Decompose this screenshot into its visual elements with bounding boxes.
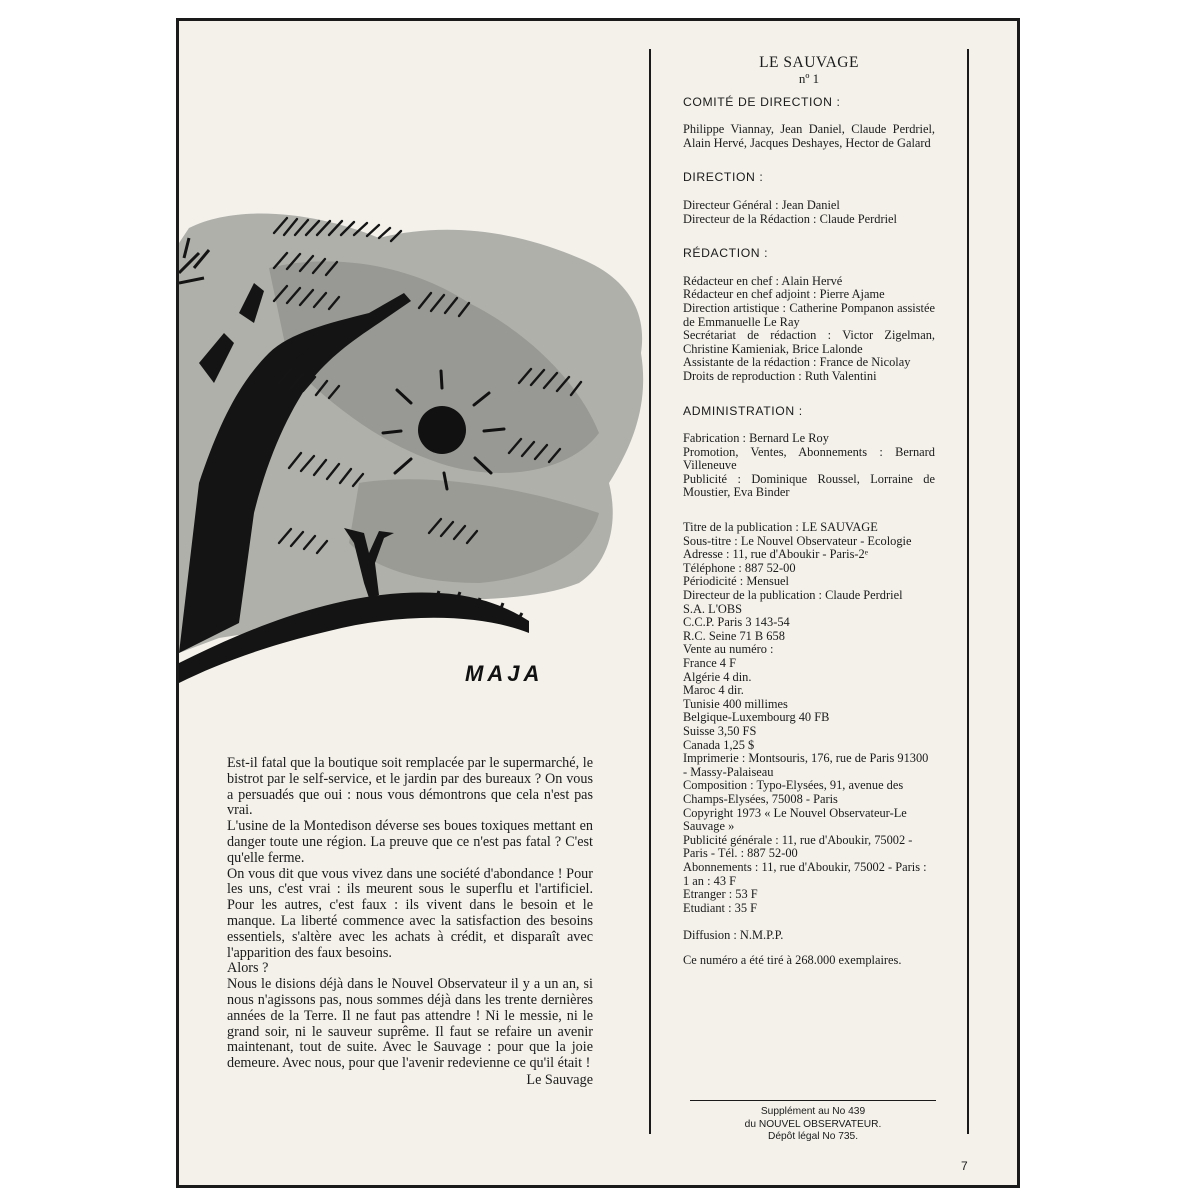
publication-line: Téléphone : 887 52-00 xyxy=(683,560,796,575)
editorial-paragraph-2: L'usine de la Montedison déverse ses boues toxiques mettant en danger toute une région. La preuve que ce n'est pas fatal ? C'est qu'elle ferme. xyxy=(227,818,593,866)
comite-members: Philippe Viannay, Jean Daniel, Claude Perdriel, Alain Hervé, Jacques Deshayes, Hector de Galard xyxy=(683,122,935,150)
publication-line: Publicité générale : 11, rue d'Aboukir, 75002 - Paris - Tél. : 887 52-00 xyxy=(683,832,913,861)
publication-line: Suisse 3,50 FS xyxy=(683,723,757,738)
publication-line: Etudiant : 35 F xyxy=(683,900,757,915)
editorial-text xyxy=(227,756,593,1089)
redaction-line: Assistante de la rédaction : France de Nicolay xyxy=(683,355,911,370)
administration-list xyxy=(683,432,935,500)
comite-heading: COMITÉ DE DIRECTION : xyxy=(683,94,841,109)
column-rule-left xyxy=(649,49,651,1134)
publication-line: Belgique-Luxembourg 40 FB xyxy=(683,710,830,725)
illustrator-signature: MAJA xyxy=(465,661,544,686)
publication-line: Copyright 1973 « Le Nouvel Observateur-Le Sauvage » xyxy=(683,805,907,834)
direction-line: Directeur de la Rédaction : Claude Perdriel xyxy=(683,211,897,226)
redaction-line: Secrétariat de rédaction : Victor Zigelman, Christine Kamieniak, Brice Lalonde xyxy=(683,328,935,356)
issue-number: nº 1 xyxy=(798,71,820,86)
publication-line: C.C.P. Paris 3 143-54 xyxy=(683,615,790,630)
publication-line: Composition : Typo-Elysées, 91, avenue des Champs-Elysées, 75008 - Paris xyxy=(683,778,904,806)
administration-heading: ADMINISTRATION : xyxy=(683,403,803,418)
publication-line: Canada 1,25 $ xyxy=(683,737,755,752)
print-run-line: Ce numéro a été tiré à 268.000 exemplaires. xyxy=(683,952,902,967)
supplement-note xyxy=(690,1106,936,1144)
administration-line: Fabrication : Bernard Le Roy xyxy=(683,431,829,446)
editorial-paragraph-4: Alors ? xyxy=(227,960,269,977)
colophon xyxy=(683,54,935,967)
editorial-paragraph-5: Nous le disions déjà dans le Nouvel Observateur il y a un an, si nous n'agissons pas, nous sommes déjà dans les trente dernières années de la Terre. Il ne faut pas attendre ! Ni le messie, ni le grand soir, ni le sauveur suprême. Il faut se refaire un avenir maintenant, tout de suite. Avec le Sauvage : pour que la joie demeure. Avec nous, pour que l'avenir redevienne ce qu'il était ! xyxy=(227,976,593,1072)
publication-line: Vente au numéro : xyxy=(683,642,774,657)
editorial-paragraph-1: Est-il fatal que la boutique soit remplacée par le supermarché, le bistrot par le self-service, et le jardin par des bureaux ? On vous a persuadés que oui : nous vous démontrons que cela n'est pas vrai. xyxy=(227,755,593,819)
redaction-line: Rédacteur en chef : Alain Hervé xyxy=(683,273,843,288)
redaction-line: Droits de reproduction : Ruth Valentini xyxy=(683,368,877,383)
publication-line: R.C. Seine 71 B 658 xyxy=(683,628,785,643)
publication-line: Titre de la publication : LE SAUVAGE xyxy=(683,520,878,535)
page-number: 7 xyxy=(961,1159,968,1173)
publication-line: Périodicité : Mensuel xyxy=(683,574,789,589)
administration-line: Publicité : Dominique Roussel, Lorraine de Moustier, Eva Binder xyxy=(683,471,935,500)
publication-line: Adresse : 11, rue d'Aboukir - Paris-2ᵉ xyxy=(683,547,868,562)
editorial-paragraph-3: On vous dit que vous vivez dans une société d'abondance ! Pour les uns, c'est vrai : ils meurent sous le superflu et l'artificiel. Pour les autres, c'est faux : ils vivent dans le besoin et le manque. La liberté commence avec la satisfaction des besoins essentiels, s'altère avec les achats à crédit, et disparaît avec l'apparition des faux besoins. xyxy=(227,865,593,961)
supplement-line: Dépôt légal No 735. xyxy=(767,1131,859,1142)
publication-line: Etranger : 53 F xyxy=(683,887,758,902)
column-rule-right xyxy=(967,49,969,1134)
publication-line: Sous-titre : Le Nouvel Observateur - Ecologie xyxy=(683,533,912,548)
diffusion-line: Diffusion : N.M.P.P. xyxy=(683,928,784,943)
supplement-line: du NOUVEL OBSERVATEUR. xyxy=(744,1118,882,1130)
redaction-heading: RÉDACTION : xyxy=(683,246,769,261)
publication-details xyxy=(683,521,935,915)
editorial-signature: Le Sauvage xyxy=(526,1071,593,1088)
redaction-list xyxy=(683,275,935,384)
direction-line: Directeur Général : Jean Daniel xyxy=(683,197,840,212)
publication-line: Algérie 4 din. xyxy=(683,669,752,684)
masthead-title: LE SAUVAGE xyxy=(759,54,859,71)
publication-line: Directeur de la publication : Claude Perdriel xyxy=(683,588,903,603)
publication-line: France 4 F xyxy=(683,656,736,670)
direction-list xyxy=(683,199,935,226)
sun-icon xyxy=(418,406,466,454)
publication-line: Maroc 4 dir. xyxy=(683,683,744,698)
publication-line: Tunisie 400 millimes xyxy=(683,696,788,711)
publication-line: 1 an : 43 F xyxy=(683,873,737,888)
supplement-rule xyxy=(690,1100,936,1101)
watercolor-tree-sun-illustration xyxy=(179,183,649,713)
publication-line: Imprimerie : Montsouris, 176, rue de Paris 91300 - Massy-Palaiseau xyxy=(683,751,929,779)
redaction-line: Rédacteur en chef adjoint : Pierre Ajame xyxy=(683,287,885,302)
publication-line: Abonnements : 11, rue d'Aboukir, 75002 - Paris : xyxy=(683,859,927,874)
magazine-page xyxy=(176,18,1020,1188)
redaction-line: Direction artistique : Catherine Pompanon assistée de Emmanuelle Le Ray xyxy=(683,300,935,329)
publication-line: S.A. L'OBS xyxy=(683,601,743,616)
direction-heading: DIRECTION : xyxy=(683,170,764,185)
administration-line: Promotion, Ventes, Abonnements : Bernard Villeneuve xyxy=(683,444,935,473)
supplement-line: Supplément au No 439 xyxy=(760,1106,866,1117)
